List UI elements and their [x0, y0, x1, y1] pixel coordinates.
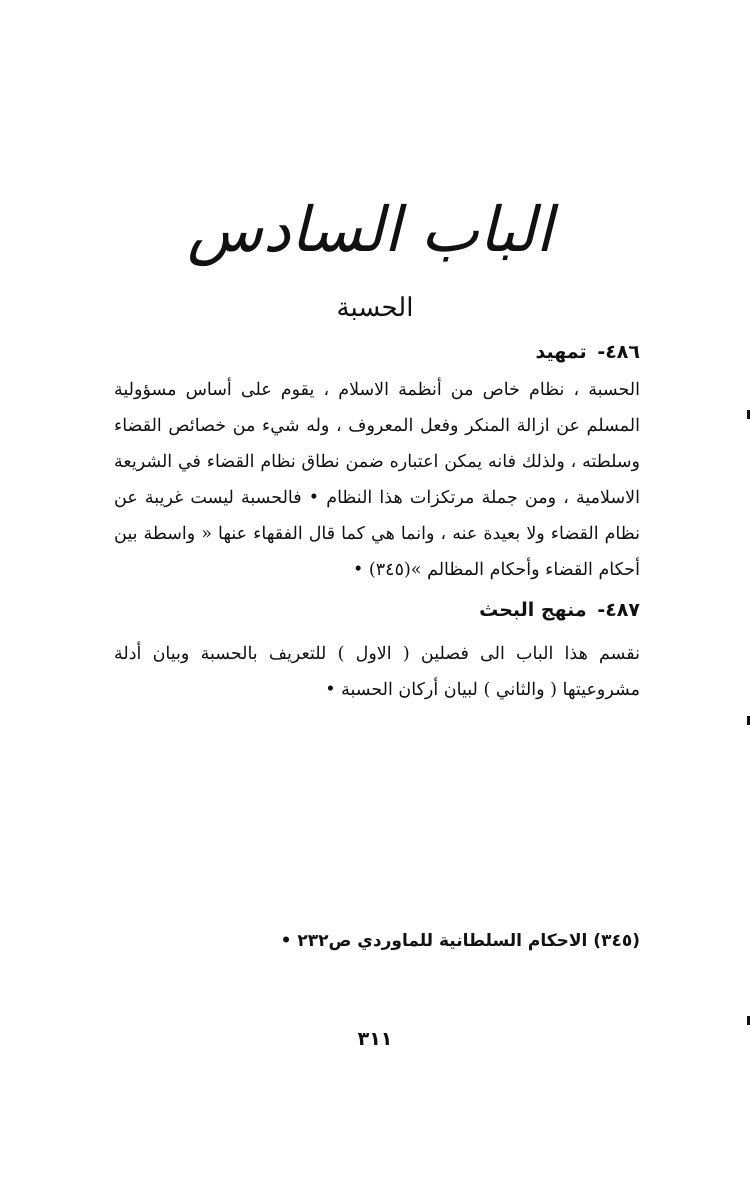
section-number: ٤٨٧- [597, 599, 640, 621]
footnote: (٣٤٥) الاحكام السلطانية للماوردي ص٢٣٢ • [280, 931, 640, 951]
section-number: ٤٨٦- [597, 341, 640, 363]
section-heading-487 [160, 596, 640, 624]
page-number: ٣١١ [357, 1028, 393, 1050]
section-heading-486 [160, 338, 640, 366]
section-title: تمهيد [535, 341, 587, 363]
section-title: منهج البحث [479, 599, 587, 621]
chapter-subtitle: الحسبة [336, 293, 414, 323]
section-paragraph-487: نقسم هذا الباب الى فصلين ( الاول ) للتعريف بالحسبة وبيان أدلة مشروعيتها ( والثاني ) لبيان أركان الحسبة • [114, 644, 640, 700]
chapter-title: الباب السادس [187, 193, 553, 266]
section-paragraph-486: الحسبة ، نظام خاص من أنظمة الاسلام ، يقوم على أساس مسؤولية المسلم عن ازالة المنكر وفعل المعروف ، وله شيء من خصائص القضاء وسلطته ، ولذلك فانه يمكن اعتباره ضمن نطاق نظام القضاء في الشريعة الاسلامية ، ومن جملة مرتكزات هذا النظام • فالحسبة ليست غريبة عن نظام القضاء ولا بعيدة عنه ، وانما هي كما قال الفقهاء عنها « واسطة بين أحكام القضاء وأحكام المظالم »(٣٤٥) • [114, 380, 640, 580]
